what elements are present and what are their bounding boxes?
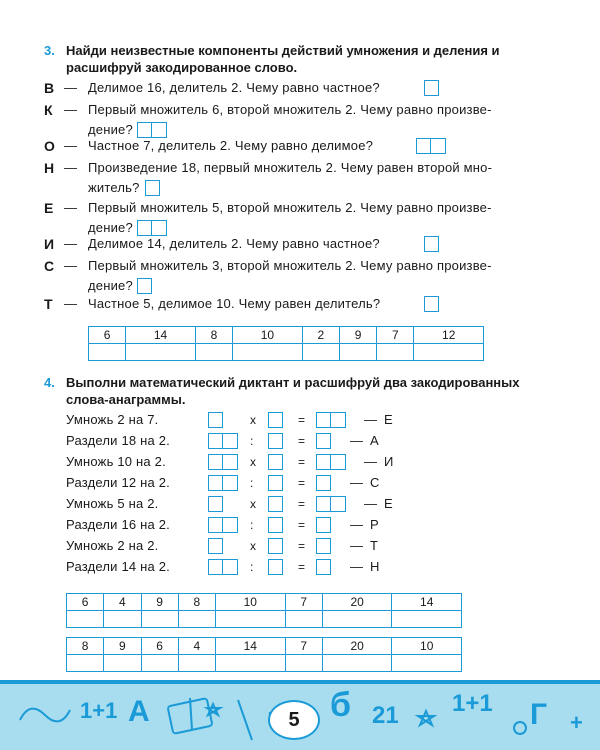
item-text: Произведение 18, первый множитель 2. Чему равен второй мно- — [88, 160, 493, 175]
page-number-badge — [268, 700, 320, 740]
operand-box[interactable] — [268, 559, 283, 575]
item-letter: К — [44, 102, 53, 118]
dictation-text: Раздели 12 на 2. — [66, 475, 170, 490]
code-answer-cell[interactable] — [195, 344, 232, 361]
code-answer-cell[interactable] — [339, 344, 376, 361]
answer-box[interactable] — [137, 278, 152, 294]
operator-sign: x — [250, 413, 256, 427]
item-text: Частное 5, делимое 10. Чему равен делитель? — [88, 296, 381, 311]
item-dash: — — [64, 138, 77, 153]
code-answer-cell[interactable] — [216, 611, 286, 628]
item-dash: — — [64, 160, 77, 175]
code-value: 10 — [233, 327, 303, 344]
operand-box[interactable] — [268, 454, 283, 470]
code-answer-cell[interactable] — [414, 344, 484, 361]
title-line: расшифруй закодированное слово. — [66, 60, 298, 75]
book-spine-doodle — [190, 698, 192, 730]
code-value: 2 — [302, 327, 339, 344]
equals-sign: = — [298, 518, 306, 532]
item-letter: Т — [44, 296, 53, 312]
code-answer-cell[interactable] — [285, 611, 322, 628]
item-text-cont: житель? — [88, 180, 140, 195]
item-letter: С — [44, 258, 55, 274]
footer-top-band — [0, 680, 600, 684]
result-box[interactable] — [316, 454, 346, 470]
operand-box[interactable] — [208, 559, 238, 575]
code-value: 7 — [377, 327, 414, 344]
row-dash: — — [350, 538, 363, 553]
dictation-text: Раздели 14 на 2. — [66, 559, 170, 574]
item-dash: — — [64, 236, 77, 251]
dictation-text: Умножь 2 на 7. — [66, 412, 159, 427]
operator-sign: x — [250, 539, 256, 553]
code-value: 9 — [339, 327, 376, 344]
code-answer-cell[interactable] — [392, 655, 462, 672]
row-letter: А — [370, 433, 379, 448]
pencil-doodle — [238, 700, 252, 740]
operator-sign: : — [250, 518, 254, 532]
answer-box[interactable] — [416, 138, 446, 154]
code-answer-cell[interactable] — [178, 655, 215, 672]
operator-sign: : — [250, 560, 254, 574]
task4-code-table-1 — [66, 593, 462, 628]
decor-symbol: 1+1 — [80, 698, 118, 723]
code-answer-cell[interactable] — [392, 611, 462, 628]
operand-box[interactable] — [268, 433, 283, 449]
decor-symbol: 1+1 — [452, 690, 493, 717]
item-letter: Е — [44, 200, 54, 216]
operator-sign: x — [250, 455, 256, 469]
row-letter: Е — [384, 412, 393, 427]
task4-number — [44, 374, 55, 392]
row-dash: — — [364, 496, 377, 511]
operand-box[interactable] — [208, 475, 238, 491]
task4-code-table-2 — [66, 637, 462, 672]
item-dash: — — [64, 200, 77, 215]
result-box[interactable] — [316, 475, 331, 491]
code-value: 10 — [392, 638, 462, 655]
code-value: 9 — [141, 594, 178, 611]
code-answer-cell[interactable] — [233, 344, 303, 361]
row-letter: И — [384, 454, 394, 469]
code-table-header-row — [67, 594, 462, 611]
answer-box[interactable] — [424, 80, 439, 96]
code-value: 12 — [414, 327, 484, 344]
code-answer-cell[interactable] — [377, 344, 414, 361]
item-text-cont: дение? — [88, 220, 133, 235]
code-value: 7 — [285, 638, 322, 655]
item-text: Делимое 14, делитель 2. Чему равно частное? — [88, 236, 380, 251]
operand-box[interactable] — [268, 475, 283, 491]
squiggle-doodle — [20, 709, 70, 722]
item-text: Первый множитель 6, второй множитель 2. Чему равно произве- — [88, 102, 492, 117]
row-dash: — — [364, 412, 377, 427]
code-value: 20 — [322, 638, 392, 655]
item-dash: — — [64, 80, 77, 95]
star-doodle — [418, 711, 434, 725]
result-box[interactable] — [316, 433, 331, 449]
code-value: 4 — [178, 638, 215, 655]
operand-box[interactable] — [268, 412, 283, 428]
item-dash: — — [64, 102, 77, 117]
answer-box[interactable] — [424, 236, 439, 252]
decor-symbol: A — [128, 695, 150, 728]
operator-sign: x — [250, 497, 256, 511]
equals-sign: = — [298, 413, 306, 427]
equals-sign: = — [298, 560, 306, 574]
code-answer-cell[interactable] — [141, 655, 178, 672]
result-box[interactable] — [316, 538, 331, 554]
decor-symbol: 21 — [372, 702, 399, 729]
code-answer-cell[interactable] — [141, 611, 178, 628]
code-value: 20 — [322, 594, 392, 611]
operand-box[interactable] — [208, 496, 223, 512]
item-text-cont: дение? — [88, 278, 133, 293]
title-line: слова-анаграммы. — [66, 392, 186, 407]
item-letter: Н — [44, 160, 55, 176]
equals-sign: = — [298, 476, 306, 490]
result-box[interactable] — [316, 496, 346, 512]
page-number: 5 — [288, 709, 300, 731]
item-text: Первый множитель 5, второй множитель 2. Чему равно произве- — [88, 200, 492, 215]
item-letter: О — [44, 138, 55, 154]
operand-box[interactable] — [268, 496, 283, 512]
row-dash: — — [350, 559, 363, 574]
row-letter: Н — [370, 559, 380, 574]
equals-sign: = — [298, 434, 306, 448]
task-number: 3. — [44, 43, 55, 58]
code-table-answer-row — [89, 344, 484, 361]
code-answer-cell[interactable] — [89, 344, 126, 361]
code-answer-cell[interactable] — [104, 611, 141, 628]
code-answer-cell[interactable] — [302, 344, 339, 361]
code-value: 10 — [216, 594, 286, 611]
row-letter: Р — [370, 517, 379, 532]
code-value: 14 — [126, 327, 196, 344]
task-number: 4. — [44, 375, 55, 390]
row-dash: — — [350, 517, 363, 532]
row-dash: — — [350, 433, 363, 448]
code-table-answer-row — [67, 655, 462, 672]
code-table-answer-row — [67, 611, 462, 628]
equals-sign: = — [298, 455, 306, 469]
item-text: Частное 7, делитель 2. Чему равно делимое? — [88, 138, 374, 153]
code-answer-cell[interactable] — [67, 611, 104, 628]
code-answer-cell[interactable] — [67, 655, 104, 672]
answer-box[interactable] — [424, 296, 439, 312]
code-answer-cell[interactable] — [126, 344, 196, 361]
dictation-text: Умножь 10 на 2. — [66, 454, 166, 469]
code-table-header-row — [67, 638, 462, 655]
task3-number — [44, 42, 55, 60]
operator-sign: : — [250, 476, 254, 490]
row-letter: Т — [370, 538, 379, 553]
code-value: 6 — [67, 594, 104, 611]
circle-doodle — [514, 722, 526, 734]
code-answer-cell[interactable] — [285, 655, 322, 672]
operand-box[interactable] — [208, 412, 223, 428]
operator-sign: : — [250, 434, 254, 448]
code-answer-cell[interactable] — [322, 611, 392, 628]
dictation-text: Раздели 16 на 2. — [66, 517, 170, 532]
code-table-header-row — [89, 327, 484, 344]
row-dash: — — [350, 475, 363, 490]
code-answer-cell[interactable] — [216, 655, 286, 672]
code-value: 8 — [178, 594, 215, 611]
result-box[interactable] — [316, 517, 331, 533]
item-text: Делимое 16, делитель 2. Чему равно частное? — [88, 80, 380, 95]
item-text-cont: дение? — [88, 122, 133, 137]
code-value: 9 — [104, 638, 141, 655]
row-letter: С — [370, 475, 380, 490]
result-box[interactable] — [316, 559, 331, 575]
item-text: Первый множитель 3, второй множитель 2. Чему равно произве- — [88, 258, 492, 273]
code-value: 4 — [104, 594, 141, 611]
decor-symbol: Г — [530, 698, 548, 731]
item-dash: — — [64, 258, 77, 273]
code-value: 6 — [89, 327, 126, 344]
task3-title — [66, 42, 566, 76]
code-value: 7 — [285, 594, 322, 611]
code-answer-cell[interactable] — [178, 611, 215, 628]
dictation-text: Раздели 18 на 2. — [66, 433, 170, 448]
decor-symbol: б — [330, 686, 352, 724]
operand-box[interactable] — [208, 454, 238, 470]
dictation-text: Умножь 2 на 2. — [66, 538, 159, 553]
title-line: Выполни математический диктант и расшифруй два закодированных — [66, 375, 520, 390]
title-line: Найди неизвестные компоненты действий умножения и деления и — [66, 43, 500, 58]
task3-code-table — [88, 326, 484, 361]
item-letter: И — [44, 236, 55, 252]
operand-box[interactable] — [208, 538, 223, 554]
row-letter: Е — [384, 496, 393, 511]
equals-sign: = — [298, 497, 306, 511]
code-value: 8 — [195, 327, 232, 344]
equals-sign: = — [298, 539, 306, 553]
result-box[interactable] — [316, 412, 346, 428]
dictation-text: Умножь 5 на 2. — [66, 496, 159, 511]
decor-symbol: + — [570, 710, 583, 735]
code-answer-cell[interactable] — [322, 655, 392, 672]
operand-box[interactable] — [208, 433, 238, 449]
code-answer-cell[interactable] — [104, 655, 141, 672]
code-value: 8 — [67, 638, 104, 655]
code-value: 6 — [141, 638, 178, 655]
operand-box[interactable] — [208, 517, 238, 533]
task4-title — [66, 374, 566, 408]
answer-box[interactable] — [145, 180, 160, 196]
code-value: 14 — [216, 638, 286, 655]
row-dash: — — [364, 454, 377, 469]
item-dash: — — [64, 296, 77, 311]
operand-box[interactable] — [268, 538, 283, 554]
item-letter: В — [44, 80, 55, 96]
operand-box[interactable] — [268, 517, 283, 533]
code-value: 14 — [392, 594, 462, 611]
